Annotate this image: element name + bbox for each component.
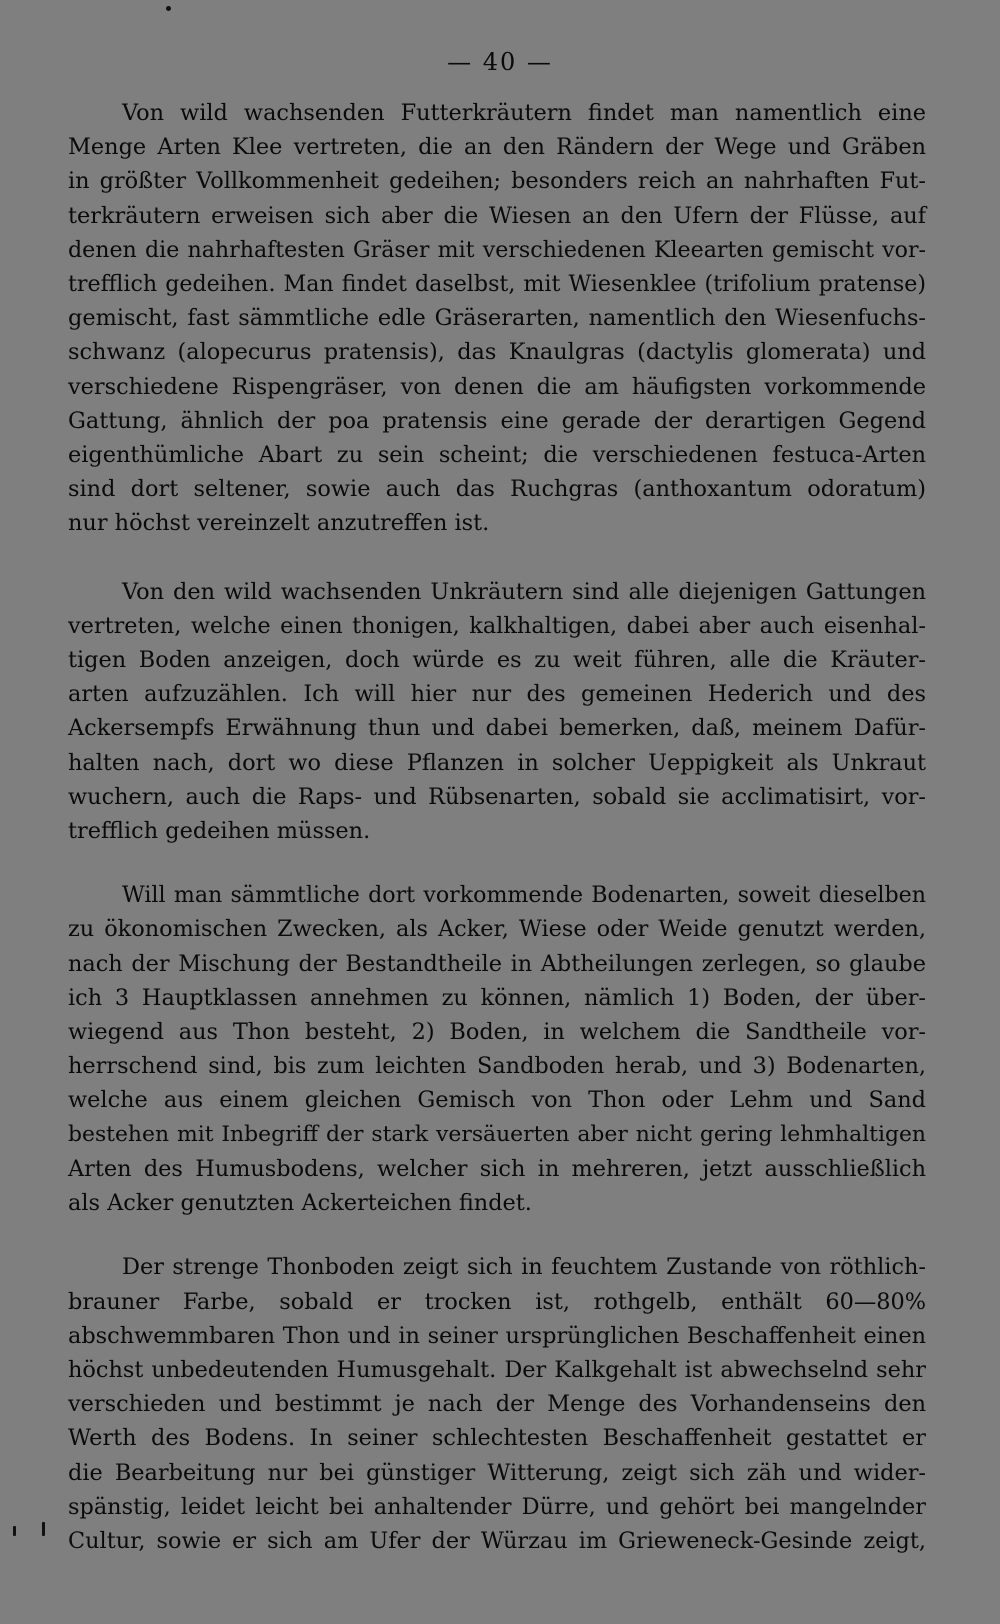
text-line: gemischt, fast sämmtliche edle Gräserarten, namentlich den Wiesenfuchs- [68, 305, 926, 332]
text-line: Ackersempfs Erwähnung thun und dabei bemerken, daß, meinem Dafür- [68, 715, 926, 742]
text-line: vertreten, welche einen thonigen, kalkhaltigen, dabei aber auch eisenhal- [68, 612, 926, 639]
text-line: Menge Arten Klee vertreten, die an den Rändern der Wege und Gräben [68, 134, 926, 161]
text-line: welche aus einem gleichen Gemisch von Thon oder Lehm und Sand [68, 1087, 926, 1114]
text-line: Will man sämmtliche dort vorkommende Bodenarten, soweit dieselben [122, 882, 926, 909]
body-text [68, 96, 926, 1558]
text-line: sind dort seltener, sowie auch das Ruchgras (anthoxantum odoratum) [68, 476, 926, 503]
text-line: höchst unbedeutenden Humusgehalt. Der Kalkgehalt ist abwechselnd sehr [68, 1356, 926, 1383]
text-line: trefflich gedeihen müssen. [68, 818, 371, 845]
text-line: tigen Boden anzeigen, doch würde es zu weit führen, alle die Kräuter- [68, 647, 926, 674]
text-line: abschwemmbaren Thon und in seiner ursprünglichen Beschaffenheit einen [68, 1322, 926, 1349]
paragraph-4 [68, 1250, 926, 1558]
text-line: zu ökonomischen Zwecken, als Acker, Wiese oder Weide genutzt werden, [68, 916, 926, 943]
text-line: brauner Farbe, sobald er trocken ist, rothgelb, enthält 60—80% [68, 1288, 926, 1315]
text-line: terkräutern erweisen sich aber die Wiesen an den Ufern der Flüsse, auf [68, 202, 926, 229]
ink-speck [42, 1522, 45, 1536]
text-line: verschiedene Rispengräser, von denen die am häufigsten vorkommende [68, 373, 926, 400]
text-line: spänstig, leidet leicht bei anhaltender Dürre, und gehört bei mangelnder [68, 1493, 926, 1520]
text-line: als Acker genutzten Ackerteichen findet. [68, 1190, 532, 1217]
text-line: Gattung, ähnlich der poa pratensis eine gerade der derartigen Gegend [68, 407, 926, 434]
paragraph-1 [68, 96, 926, 541]
text-line: Arten des Humusbodens, welcher sich in mehreren, jetzt ausschließlich [68, 1155, 926, 1182]
ink-speck [13, 1526, 16, 1536]
text-line: trefflich gedeihen. Man findet daselbst, mit Wiesenklee (trifolium pratense) [68, 271, 926, 298]
text-line: denen die nahrhaftesten Gräser mit verschiedenen Kleearten gemischt vor- [68, 236, 926, 263]
text-line: Cultur, sowie er sich am Ufer der Würzau im Grieweneck-Gesinde zeigt, [68, 1527, 926, 1554]
text-line: ich 3 Hauptklassen annehmen zu können, nämlich 1) Boden, der über- [68, 984, 926, 1011]
text-line: nur höchst vereinzelt anzutreffen ist. [68, 510, 490, 537]
page-number: — 40 — [447, 48, 553, 76]
text-line: Von wild wachsenden Futterkräutern findet man namentlich eine [122, 100, 926, 126]
text-line: herrschend sind, bis zum leichten Sandboden herab, und 3) Bodenarten, [68, 1053, 926, 1080]
text-line: Der strenge Thonboden zeigt sich in feuchtem Zustande von röthlich- [122, 1254, 926, 1281]
text-line: arten aufzuzählen. Ich will hier nur des gemeinen Hederich und des [68, 681, 926, 708]
ink-speck [166, 6, 171, 11]
text-line: eigenthümliche Abart zu sein scheint; die verschiedenen festuca-Arten [68, 442, 926, 469]
text-line: bestehen mit Inbegriff der stark versäuerten aber nicht gering lehmhaltigen [68, 1121, 926, 1147]
text-line: schwanz (alopecurus pratensis), das Knaulgras (dactylis glomerata) und [68, 339, 926, 366]
text-line: nach der Mischung der Bestandtheile in Abtheilungen zerlegen, so glaube [68, 950, 926, 977]
paragraph-3 [68, 878, 926, 1220]
text-line: in größter Vollkommenheit gedeihen; besonders reich an nahrhaften Fut- [68, 168, 926, 195]
text-line: wiegend aus Thon besteht, 2) Boden, in welchem die Sandtheile vor- [68, 1019, 926, 1046]
text-line: Von den wild wachsenden Unkräutern sind alle diejenigen Gattungen [122, 578, 926, 605]
text-line: Werth des Bodens. In seiner schlechtesten Beschaffenheit gestattet er [68, 1425, 926, 1452]
text-line: die Bearbeitung nur bei günstiger Witterung, zeigt sich zäh und wider- [68, 1459, 926, 1486]
text-line: wuchern, auch die Raps- und Rübsenarten, sobald sie acclimatisirt, vor- [68, 783, 926, 810]
text-line: verschieden und bestimmt je nach der Menge des Vorhandenseins den [68, 1391, 926, 1418]
text-line: halten nach, dort wo diese Pflanzen in solcher Ueppigkeit als Unkraut [68, 749, 926, 776]
paragraph-2 [68, 575, 926, 849]
